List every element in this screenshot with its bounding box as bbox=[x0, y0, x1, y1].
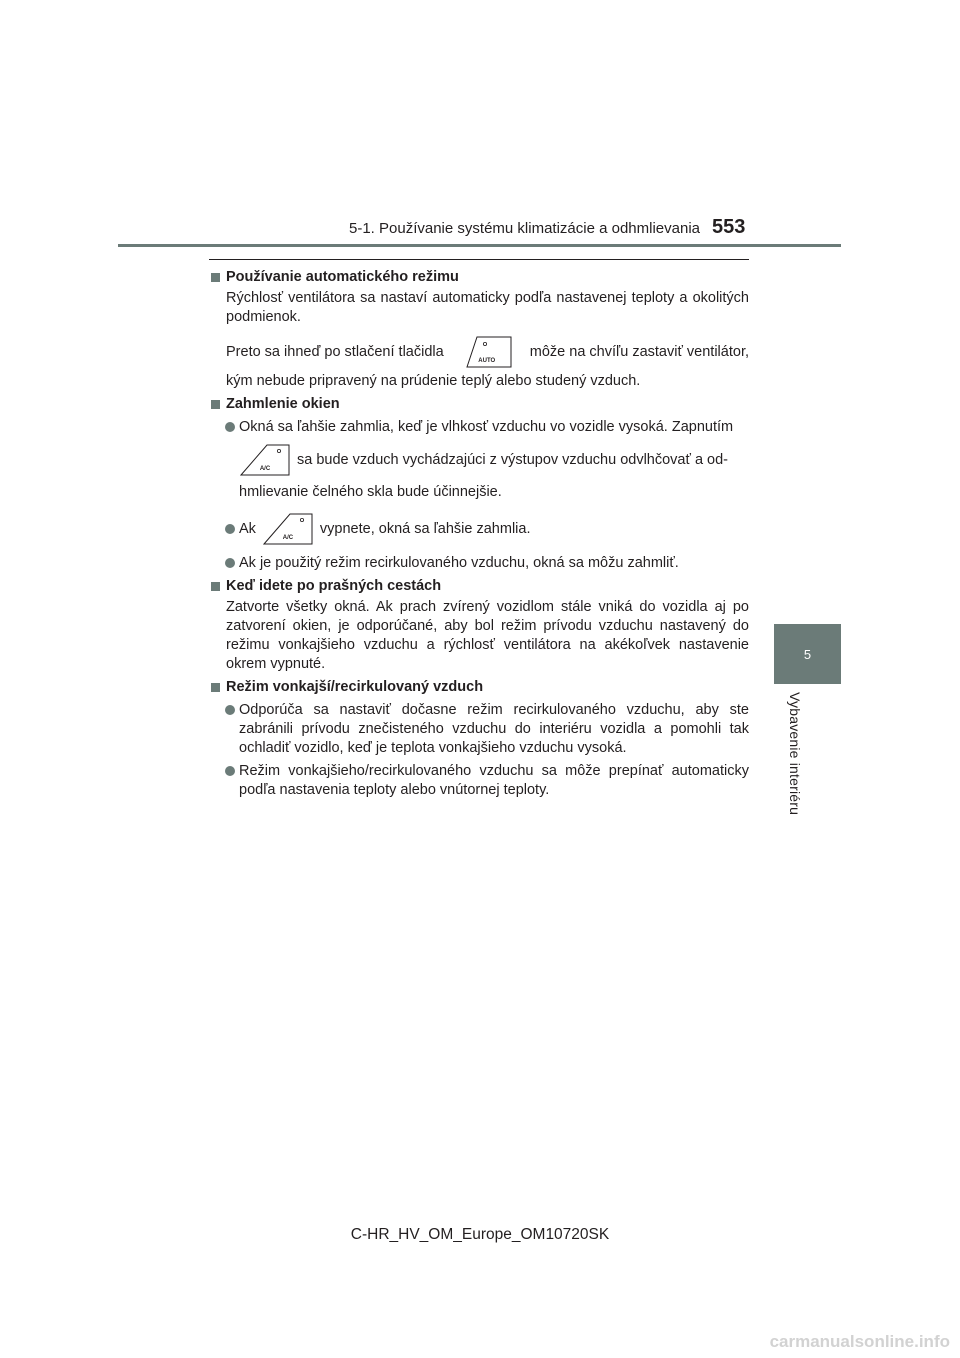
paragraph-auto-button bbox=[209, 335, 749, 369]
list-item bbox=[209, 554, 749, 573]
fog-ac-row bbox=[239, 443, 749, 477]
heading-air-intake: Režim vonkajší/recirkulovaný vzduch bbox=[209, 678, 749, 697]
recirc-text-1: Odporúča sa nastaviť dočasne režim recirkulovaného vzduchu, aby ste zabránili prívodu znečisteného vzduchu do interiéru vozidla a pomohli tak ochladiť vozidlo, keď je teplota vonkajšieho vzduchu vysoká. bbox=[239, 702, 749, 756]
auto-text-before: Preto sa ihneď po stlačení tlačidla bbox=[226, 343, 444, 360]
header-rule bbox=[118, 244, 841, 247]
chapter-number: 5 bbox=[803, 646, 812, 662]
content-rule bbox=[209, 259, 749, 260]
auto-text-after: môže na chvíľu zastaviť ventilátor, bbox=[529, 343, 749, 360]
bullet-icon bbox=[225, 766, 235, 776]
bullet-icon bbox=[225, 705, 235, 715]
paragraph-fan-speed: Rýchlosť ventilátora sa nastaví automaticky podľa nastavenej teploty a okolitých podmienok. bbox=[226, 290, 749, 325]
list-item bbox=[209, 418, 749, 502]
page-number: 553 bbox=[712, 216, 746, 238]
ac-button-label: A/C bbox=[282, 535, 294, 541]
bullet-icon bbox=[225, 558, 235, 568]
fog-recirc-text: Ak je použitý režim recirkulovaného vzduchu, okná sa môžu zahmliť. bbox=[239, 555, 679, 571]
recirc-text-2: Režim vonkajšieho/recirkulovaného vzduchu sa môže prepínať automaticky podľa nastavenia teploty alebo vnútornej teploty. bbox=[239, 763, 749, 798]
paragraph-dusty-roads: Zatvorte všetky okná. Ak prach zvírený vozidlom stále vniká do vozidla aj po zatvorení okien, je odporúčané, aby bol režim prívodu vzduchu nastavený do režimu vonkajšieho vzduchu a rýchlosť ventilátora na akékoľvek nastavenie okrem vypnuté. bbox=[226, 599, 749, 672]
chapter-tab[interactable] bbox=[774, 624, 841, 684]
heading-dusty-roads: Keď idete po prašných cestách bbox=[209, 577, 749, 596]
watermark: carmanualsonline.info bbox=[769, 1332, 950, 1351]
auto-button-icon bbox=[461, 335, 513, 369]
heading-auto-mode: Používanie automatického režimu bbox=[209, 268, 749, 287]
chapter-title: Vybavenie interiéru bbox=[787, 692, 803, 816]
bullet-icon bbox=[225, 524, 235, 534]
heading-window-fog: Zahmlenie okien bbox=[209, 395, 749, 414]
ac-button-icon bbox=[239, 443, 291, 477]
list-item bbox=[209, 512, 749, 546]
ac-button-label: A/C bbox=[259, 466, 271, 472]
auto-button-label: AUTO bbox=[478, 358, 496, 364]
page-content bbox=[209, 265, 749, 800]
list-item bbox=[209, 701, 749, 758]
auto-text-continued: kým nebude pripravený na prúdenie teplý alebo studený vzduch. bbox=[226, 373, 641, 389]
list-item bbox=[209, 762, 749, 800]
fog-ac-off-before: Ak bbox=[239, 520, 256, 537]
fog-line-3: hmlievanie čelného skla bude účinnejšie. bbox=[239, 484, 502, 500]
document-code: C-HR_HV_OM_Europe_OM10720SK bbox=[350, 1226, 610, 1243]
bullet-icon bbox=[225, 422, 235, 432]
ac-button-icon bbox=[262, 512, 314, 546]
fog-line-1: Okná sa ľahšie zahmlia, keď je vlhkosť vzduchu vo vozidle vysoká. Zapnutím bbox=[239, 419, 734, 435]
fog-line-2: sa bude vzduch vychádzajúci z výstupov vzduchu odvlhčovať a od- bbox=[297, 451, 729, 468]
fog-ac-off-after: vypnete, okná sa ľahšie zahmlia. bbox=[319, 520, 531, 537]
section-title: 5-1. Používanie systému klimatizácie a odhmlievania bbox=[349, 220, 700, 237]
